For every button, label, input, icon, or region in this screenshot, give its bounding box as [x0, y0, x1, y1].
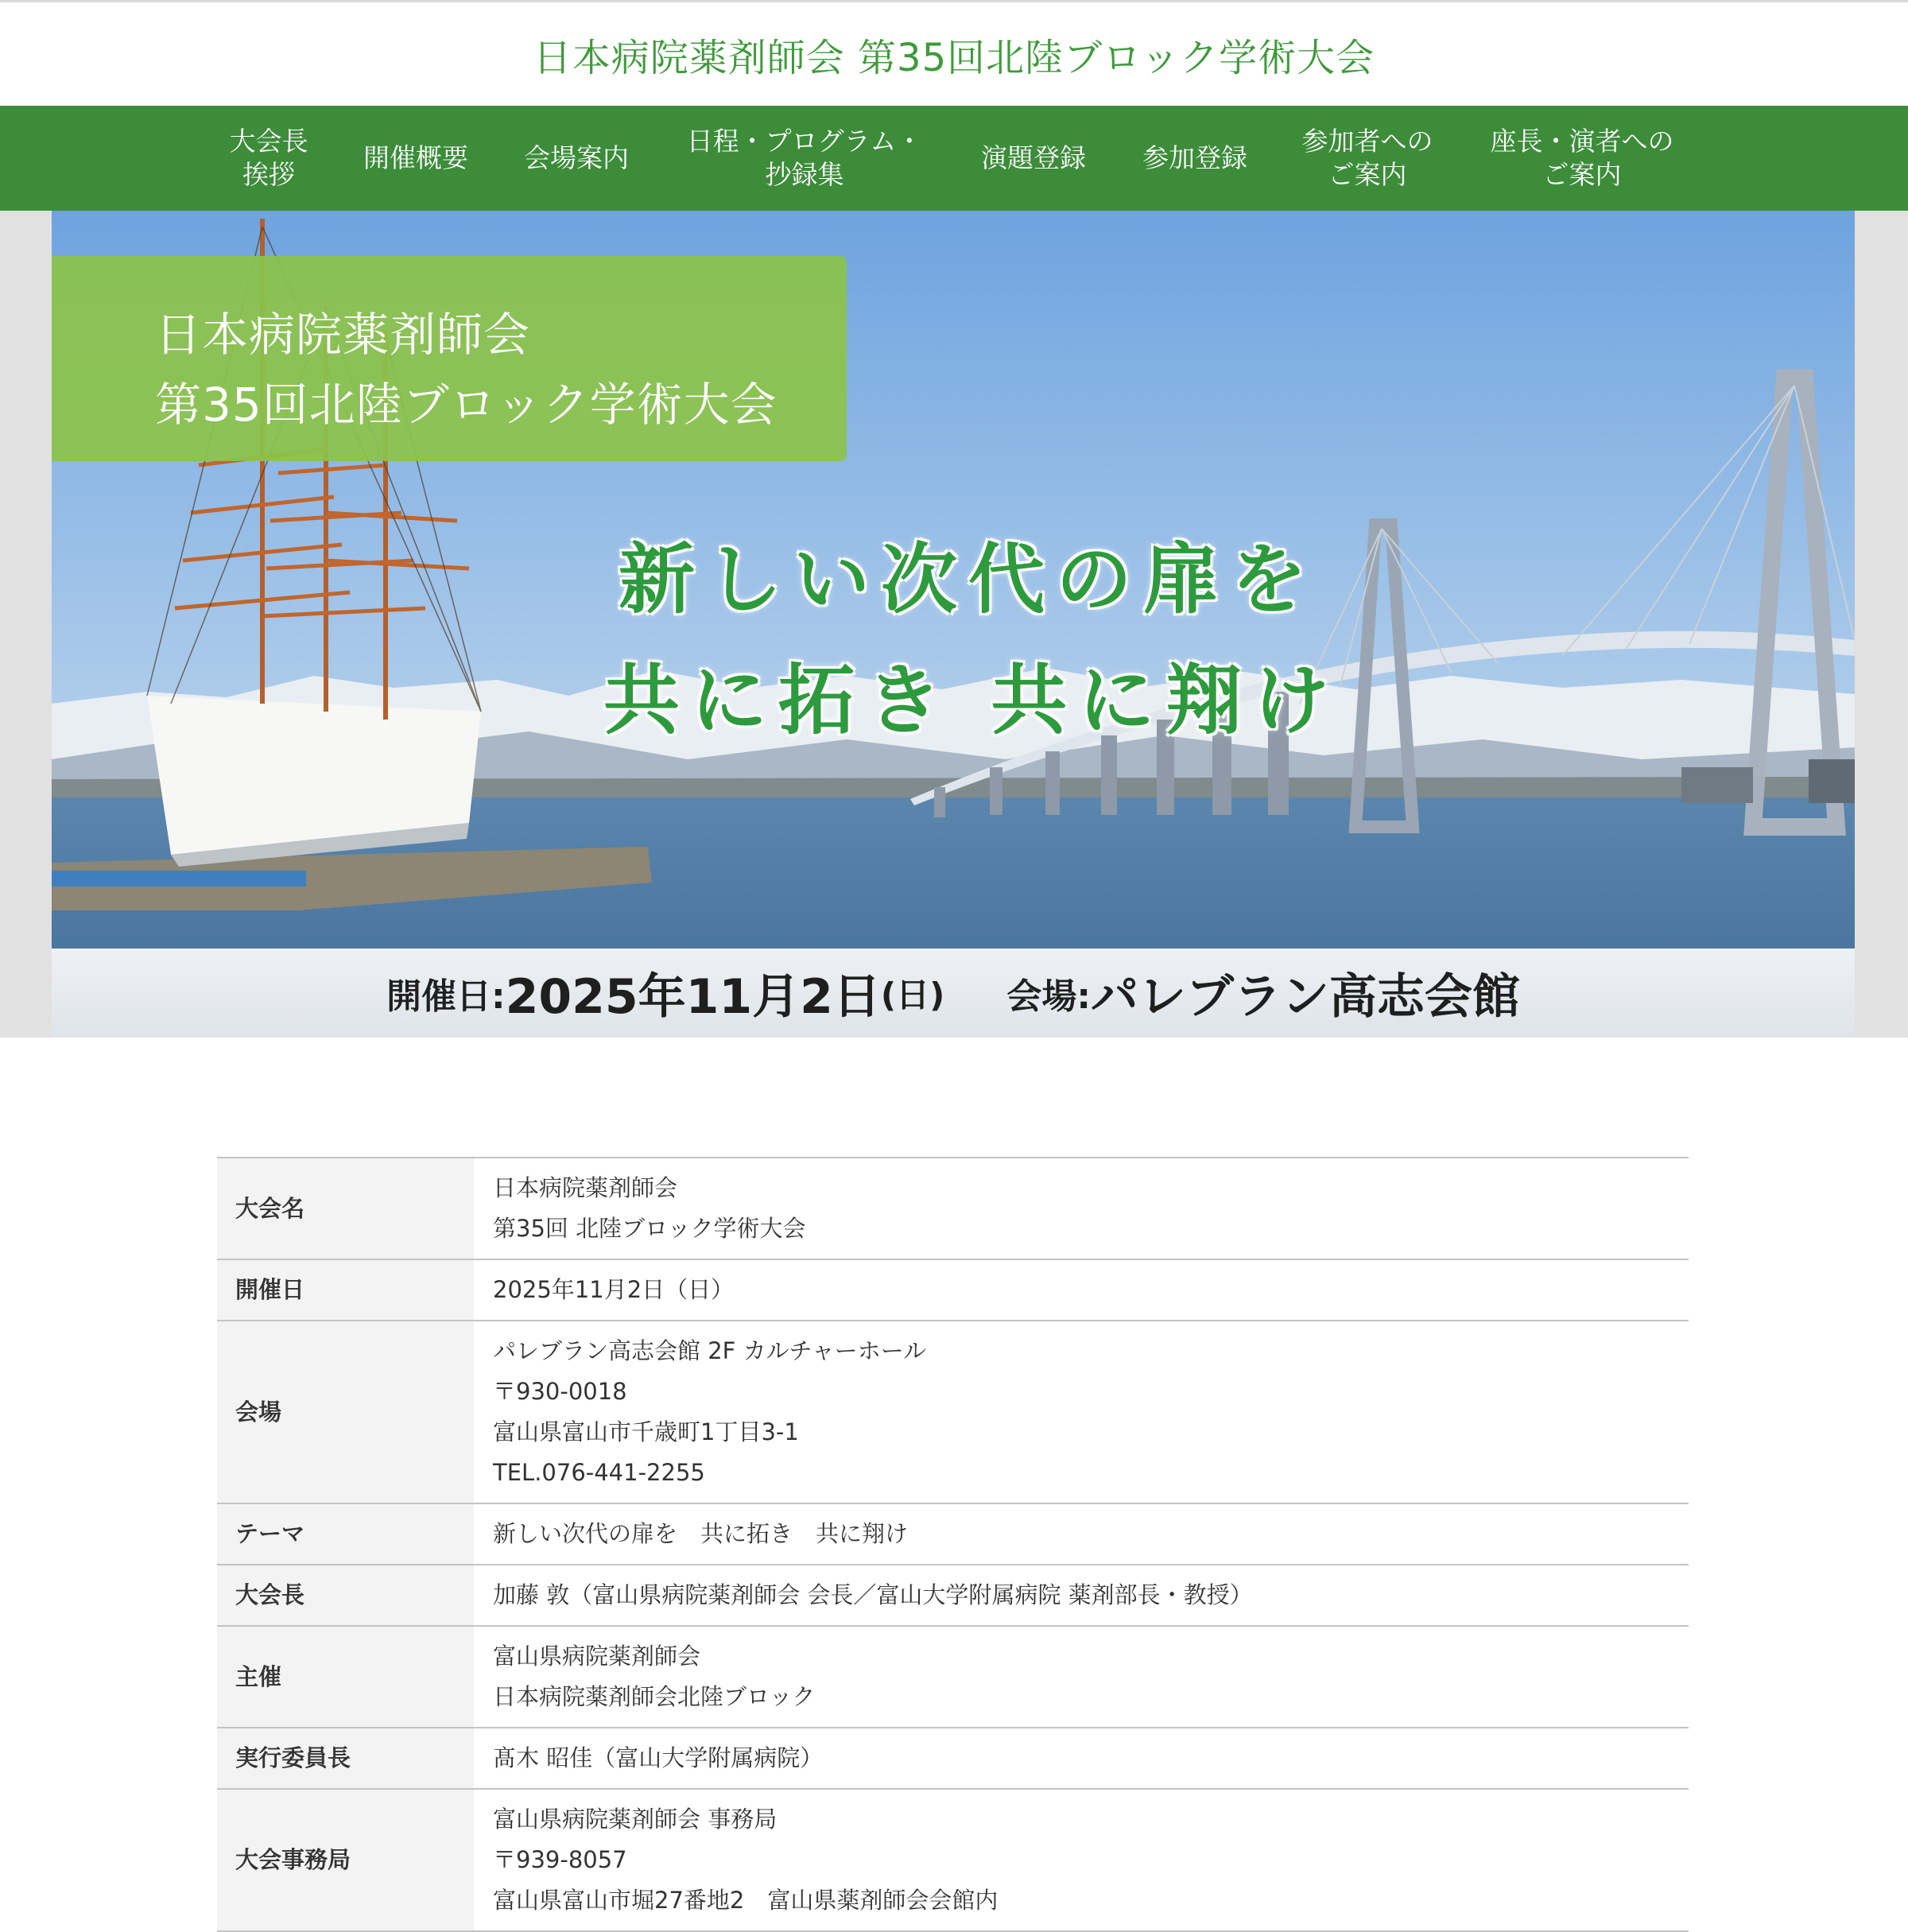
hero-date-value: 2025年11月2日	[505, 969, 881, 1025]
row-value-line: 〒939-8057	[493, 1846, 627, 1873]
nav-item-label: 挨拶	[242, 159, 295, 190]
row-label: 開催日	[217, 1259, 474, 1321]
row-value	[474, 1728, 1689, 1789]
row-value-line: 日本病院薬剤師会北陸ブロック	[493, 1683, 816, 1710]
hero-title-line1: 日本病院薬剤師会	[155, 308, 531, 362]
table-row	[217, 1259, 1689, 1321]
row-value-line: 加藤 敦（富山県病院薬剤師会 会長／富山大学附属病院 薬剤部長・教授）	[493, 1581, 1253, 1608]
row-value-line: TEL.076-441-2255	[493, 1459, 705, 1486]
row-value	[474, 1321, 1689, 1503]
row-value-line: パレブラン高志会館 2F カルチャーホール	[493, 1337, 927, 1364]
hero-catchphrase-line2: 共に拓き 共に翔け	[603, 656, 1341, 745]
row-value-line: 髙木 昭佳（富山大学附属病院）	[493, 1744, 824, 1771]
hero-date-venue-bar	[52, 949, 1855, 1038]
row-value-line: 富山県富山市千歳町1丁目3-1	[493, 1418, 799, 1445]
row-value	[474, 1789, 1689, 1931]
row-value-line: 富山県富山市堀27番地2 富山県薬剤師会会館内	[493, 1887, 999, 1914]
table-row	[217, 1503, 1689, 1565]
row-label: 大会名	[217, 1158, 474, 1259]
nav-item-greeting[interactable]	[216, 106, 321, 211]
hero-title-box	[52, 256, 847, 461]
nav-item-participant-registration[interactable]	[1135, 106, 1255, 211]
hero-title-line2: 第35回北陸ブロック学術大会	[155, 378, 778, 432]
nav-item-overview[interactable]	[356, 106, 475, 211]
table-row	[217, 1789, 1689, 1931]
hero-venue-value: パレブラン高志会館	[1090, 969, 1520, 1025]
nav-item-label: ご案内	[1328, 159, 1407, 190]
nav-item-label: 開催概要	[363, 142, 468, 173]
row-value	[474, 1158, 1689, 1259]
row-value	[474, 1259, 1689, 1321]
site-title-link[interactable]: 日本病院薬剤師会 第35回北陸ブロック学術大会	[533, 35, 1375, 80]
nav-item-venue[interactable]	[517, 106, 636, 211]
hero-catchphrase-line1: 新しい次代の扉を	[619, 535, 1318, 624]
row-label: テーマ	[217, 1503, 474, 1565]
table-row	[217, 1565, 1689, 1626]
table-row	[217, 1728, 1689, 1789]
row-value-line: 〒930-0018	[493, 1378, 627, 1405]
nav-item-label: ご案内	[1542, 159, 1622, 190]
table-row	[217, 1321, 1689, 1503]
table-row	[217, 1626, 1689, 1728]
hero-venue-label: 会場:	[1006, 976, 1091, 1017]
row-value	[474, 1565, 1689, 1626]
row-value-line: 新しい次代の扉を 共に拓き 共に翔け	[493, 1520, 909, 1547]
nav-item-program[interactable]	[677, 106, 932, 211]
nav-item-participant-guide[interactable]	[1292, 106, 1443, 211]
hero-date-weekday: (日)	[880, 976, 945, 1014]
overview-table	[217, 1157, 1689, 1932]
row-label: 大会事務局	[217, 1789, 474, 1931]
nav-item-label: 演題登録	[981, 142, 1086, 173]
row-value	[474, 1626, 1689, 1728]
nav-item-label: 参加者への	[1301, 126, 1433, 157]
nav-item-label: 抄録集	[765, 159, 844, 190]
row-value-line: 富山県病院薬剤師会 事務局	[493, 1806, 778, 1833]
row-label: 主催	[217, 1626, 474, 1728]
row-value-line: 2025年11月2日（日）	[493, 1276, 735, 1303]
row-label: 会場	[217, 1321, 474, 1503]
row-value	[474, 1503, 1689, 1565]
table-row	[217, 1158, 1689, 1259]
nav-item-label: 大会長	[229, 126, 308, 157]
nav-item-label: 日程・プログラム・	[686, 126, 923, 157]
row-label: 大会長	[217, 1565, 474, 1626]
nav-item-label: 参加登録	[1142, 142, 1247, 173]
nav-item-label: 会場案内	[524, 142, 629, 173]
nav-item-abstract-registration[interactable]	[974, 106, 1093, 211]
hero-date-label: 開催日:	[386, 976, 506, 1017]
hero-banner	[52, 211, 1855, 1038]
row-value-line: 日本病院薬剤師会	[493, 1174, 678, 1201]
row-label: 実行委員長	[217, 1728, 474, 1789]
global-nav	[0, 106, 1908, 211]
nav-item-label: 座長・演者への	[1490, 126, 1674, 157]
row-value-line: 富山県病院薬剤師会	[493, 1643, 701, 1670]
nav-item-speaker-guide[interactable]	[1479, 106, 1685, 211]
row-value-line: 第35回 北陸ブロック学術大会	[493, 1215, 806, 1242]
site-header	[0, 2, 1908, 106]
